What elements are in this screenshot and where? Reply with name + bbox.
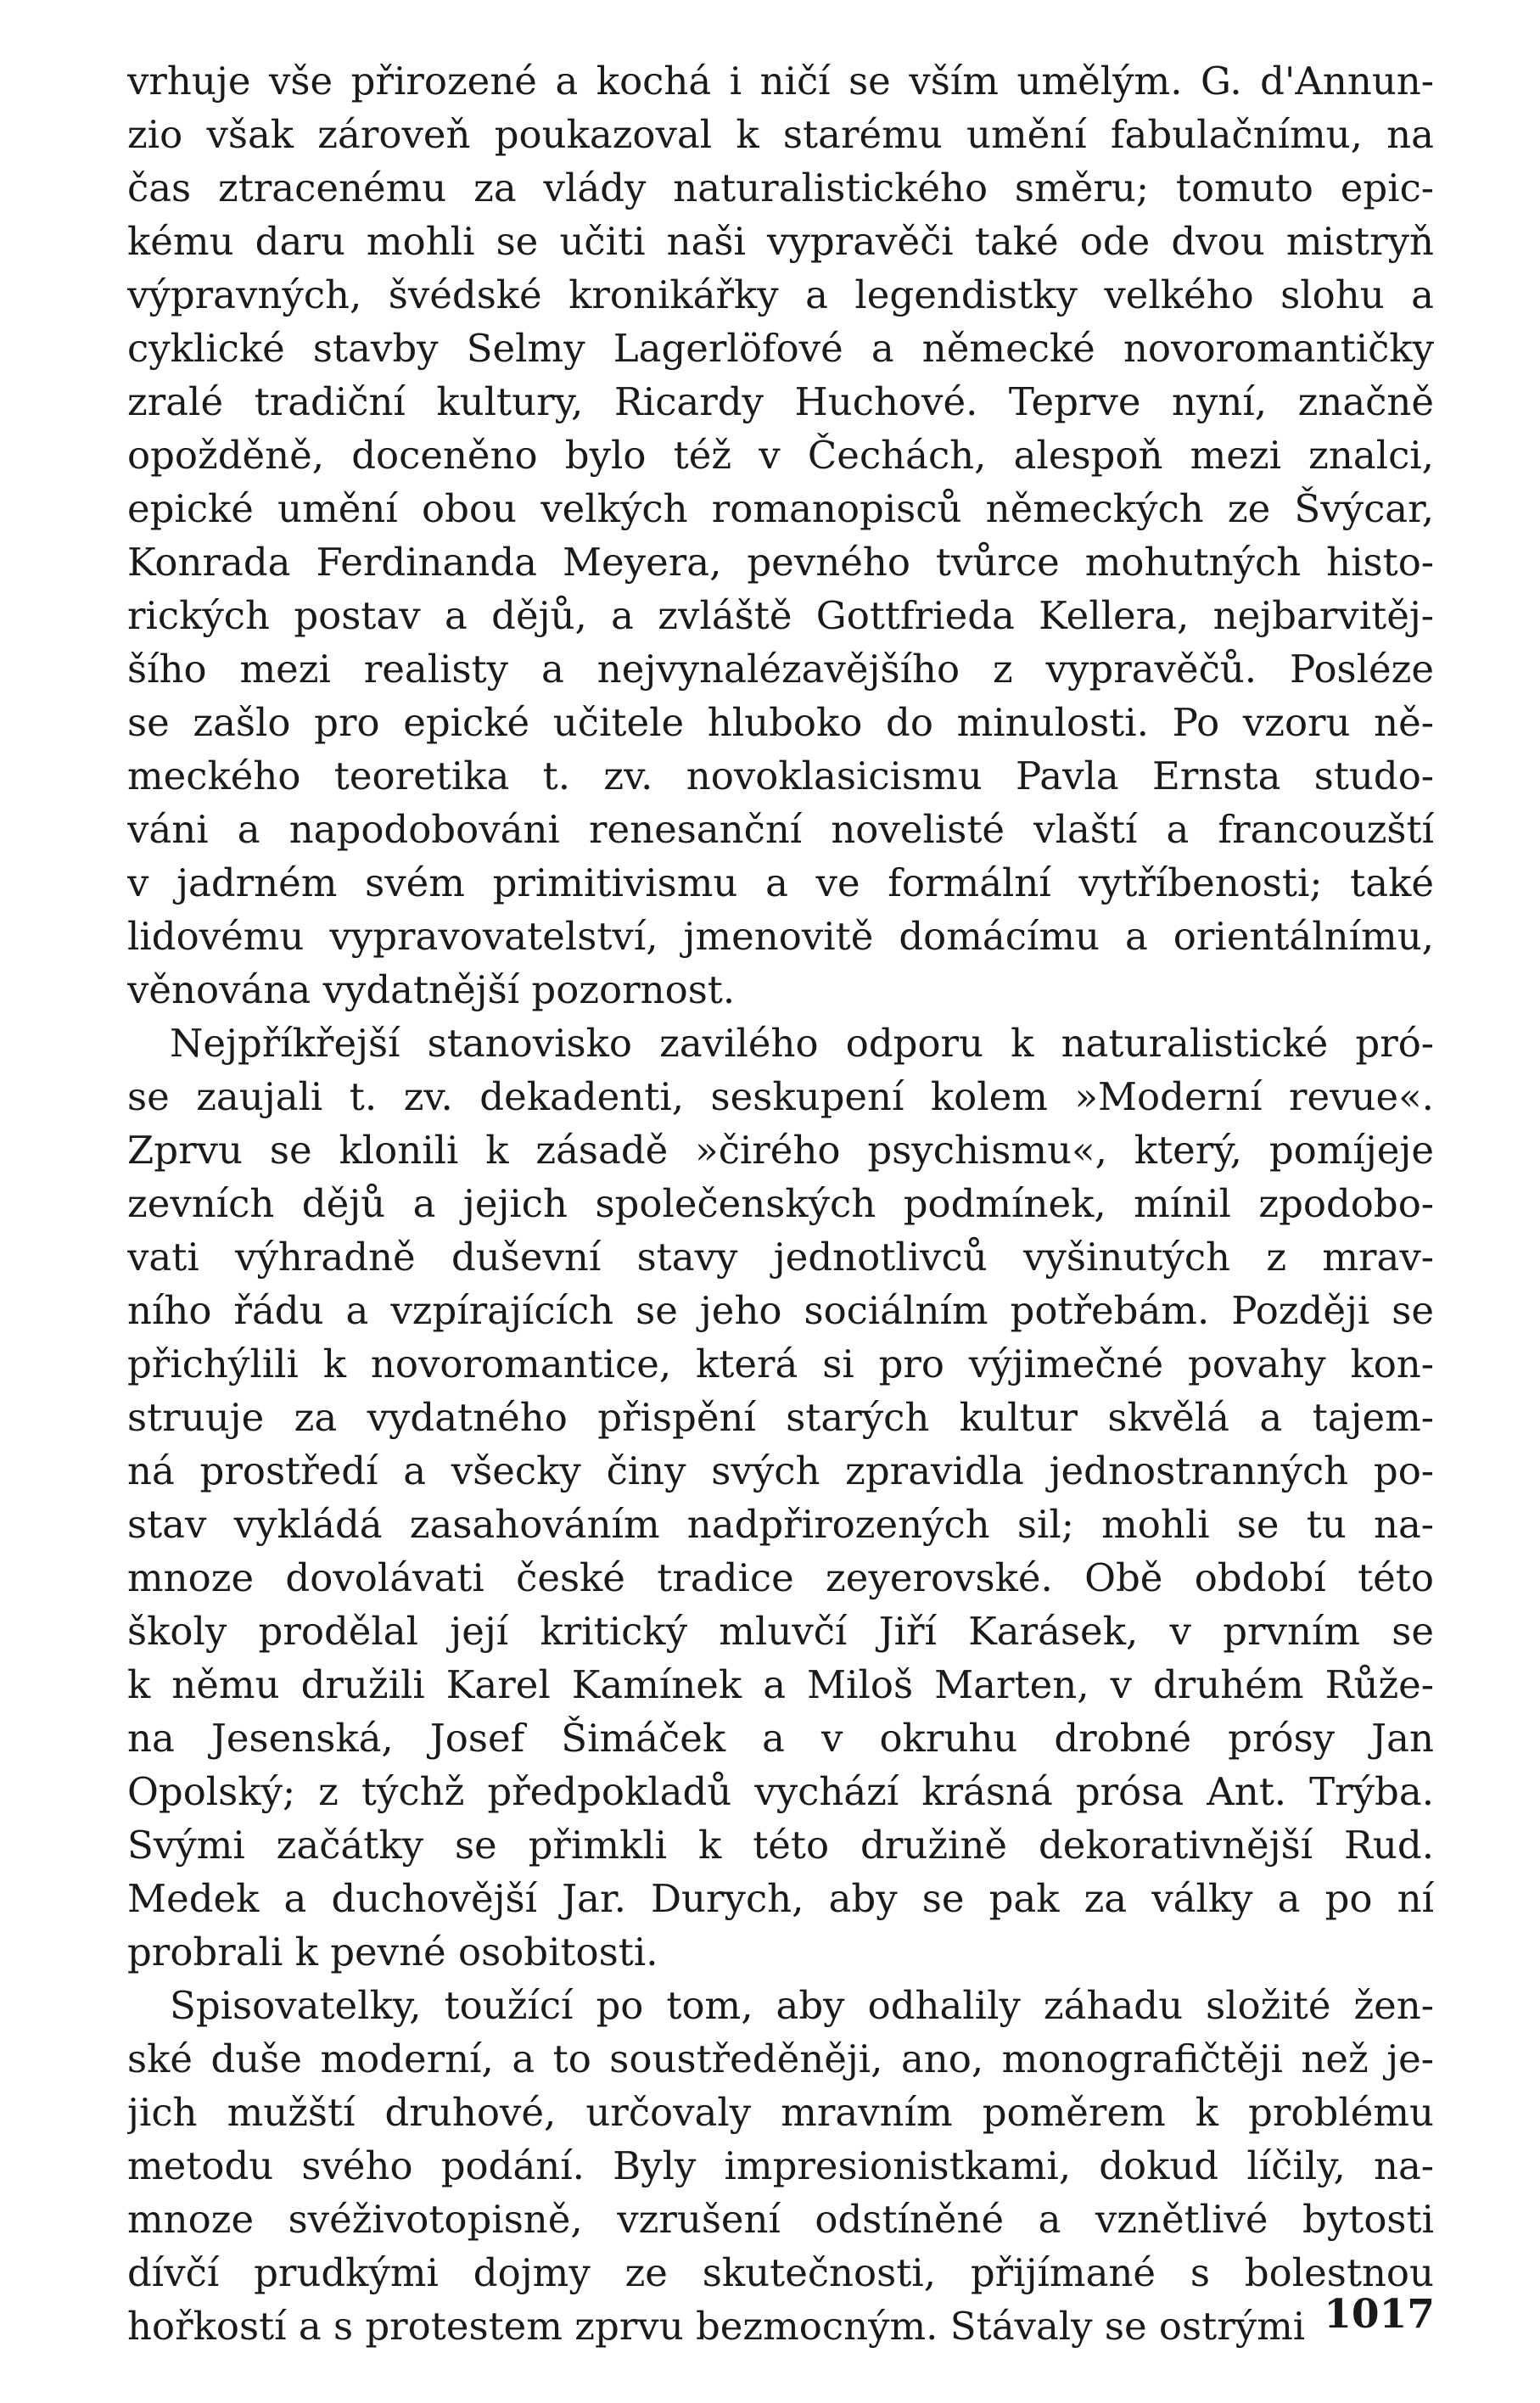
text-line: zevních dějů a jejich společenských podmínek, mínil zpodobo- <box>127 1181 1434 1226</box>
text-line: Konrada Ferdinanda Meyera, pevného tvůrce mohutných histo- <box>127 540 1434 585</box>
text-line: věnována vydatnější pozornost. <box>127 967 736 1012</box>
text-line: školy prodělal její kritický mluvčí Jiří Karásek, v prvním se <box>127 1609 1434 1654</box>
text-line: se zaujali t. zv. dekadenti, seskupení kolem »Moderní revue«. <box>127 1074 1434 1119</box>
page-number: 1017 <box>1324 2291 1435 2338</box>
text-line: váni a napodobováni renesanční novelisté vlaští a francouzští <box>127 807 1434 852</box>
page-body <box>127 54 1434 2353</box>
text-line: ního řádu a vzpírajících se jeho sociálním potřebám. Později se <box>127 1288 1434 1333</box>
text-line: ná prostředí a všecky činy svých zpravidla jednostranných po- <box>127 1448 1434 1493</box>
text-line: v jadrném svém primitivismu a ve formální vytříbenosti; také <box>127 860 1434 905</box>
text-line: stav vykládá zasahováním nadpřirozených sil; mohli se tu na- <box>127 1502 1434 1547</box>
text-line: na Jesenská, Josef Šimáček a v okruhu drobné prósy Jan <box>127 1716 1434 1761</box>
text-line: ské duše moderní, a to soustředěněji, ano, monografičtěji než je- <box>127 2036 1434 2081</box>
text-line: meckého teoretika t. zv. novoklasicismu Pavla Ernsta studo- <box>127 753 1434 798</box>
paragraph <box>127 1017 1434 1979</box>
text-line: hořkostí a s protestem zprvu bezmocným. Stávaly se ostrými <box>127 2304 1306 2349</box>
text-line: zralé tradiční kultury, Ricardy Huchové. Teprve nyní, značně <box>127 379 1434 424</box>
text-line: Medek a duchovější Jar. Durych, aby se pak za války a po ní <box>127 1876 1434 1921</box>
text-line: cyklické stavby Selmy Lagerlöfové a německé novoromantičky <box>127 326 1434 371</box>
paragraph <box>127 1979 1434 2353</box>
text-line: epické umění obou velkých romanopisců německých ze Švýcar, <box>127 486 1434 531</box>
text-line: šího mezi realisty a nejvynalézavějšího z vypravěčů. Posléze <box>127 647 1434 692</box>
text-line: dívčí prudkými dojmy ze skutečnosti, přijímané s bolestnou <box>127 2250 1434 2295</box>
text-line: Nejpříkřejší stanovisko zavilého odporu k naturalistické pró- <box>170 1021 1434 1066</box>
text-line: opožděně, doceněno bylo též v Čechách, alespoň mezi znalci, <box>127 433 1434 478</box>
text-line: kému daru mohli se učiti naši vypravěči také ode dvou mistryň <box>127 219 1434 264</box>
text-line: rických postav a dějů, a zvláště Gottfrieda Kellera, nejbarvitěj- <box>127 593 1434 638</box>
text-line: čas ztracenému za vlády naturalistického směru; tomuto epic- <box>127 165 1434 210</box>
text-line: Svými začátky se přimkli k této družině dekorativnější Rud. <box>127 1823 1434 1868</box>
text-line: zio však zároveň poukazoval k starému umění fabulačnímu, na <box>127 112 1434 157</box>
text-line: Opolský; z týchž předpokladů vychází krásná prósa Ant. Trýba. <box>127 1769 1434 1814</box>
text-line: probrali k pevné osobitosti. <box>127 1930 658 1974</box>
text-line: k němu družili Karel Kamínek a Miloš Marten, v druhém Růže- <box>127 1662 1434 1707</box>
text-line: vrhuje vše přirozené a kochá i ničí se vším umělým. G. d'Annun- <box>127 59 1434 104</box>
text-line: metodu svého podání. Byly impresionistkami, dokud líčily, na- <box>127 2143 1434 2188</box>
text-line: Zprvu se klonili k zásadě »čirého psychismu«, který, pomíjeje <box>127 1128 1434 1173</box>
text-line: se zašlo pro epické učitele hluboko do minulosti. Po vzoru ně- <box>127 700 1434 745</box>
text-line: mnoze dovolávati české tradice zeyerovské. Obě období této <box>127 1555 1434 1600</box>
text-line: přichýlili k novoromantice, která si pro výjimečné povahy kon- <box>127 1342 1434 1386</box>
text-line: jich mužští druhové, určovaly mravním poměrem k problému <box>127 2090 1434 2135</box>
text-line: mnoze svéživotopisně, vzrušení odstíněné a vznětlivé bytosti <box>127 2197 1434 2242</box>
text-line: vati výhradně duševní stavy jednotlivců vyšinutých z mrav- <box>127 1235 1434 1280</box>
text-line: Spisovatelky, toužící po tom, aby odhalily záhadu složité žen- <box>170 1983 1434 2028</box>
text-line: struuje za vydatného přispění starých kultur skvělá a tajem- <box>127 1395 1434 1440</box>
paragraph <box>127 54 1434 1017</box>
text-line: výpravných, švédské kronikářky a legendistky velkého slohu a <box>127 272 1434 317</box>
text-line: lidovému vypravovatelství, jmenovitě domácímu a orientálnímu, <box>127 914 1434 959</box>
